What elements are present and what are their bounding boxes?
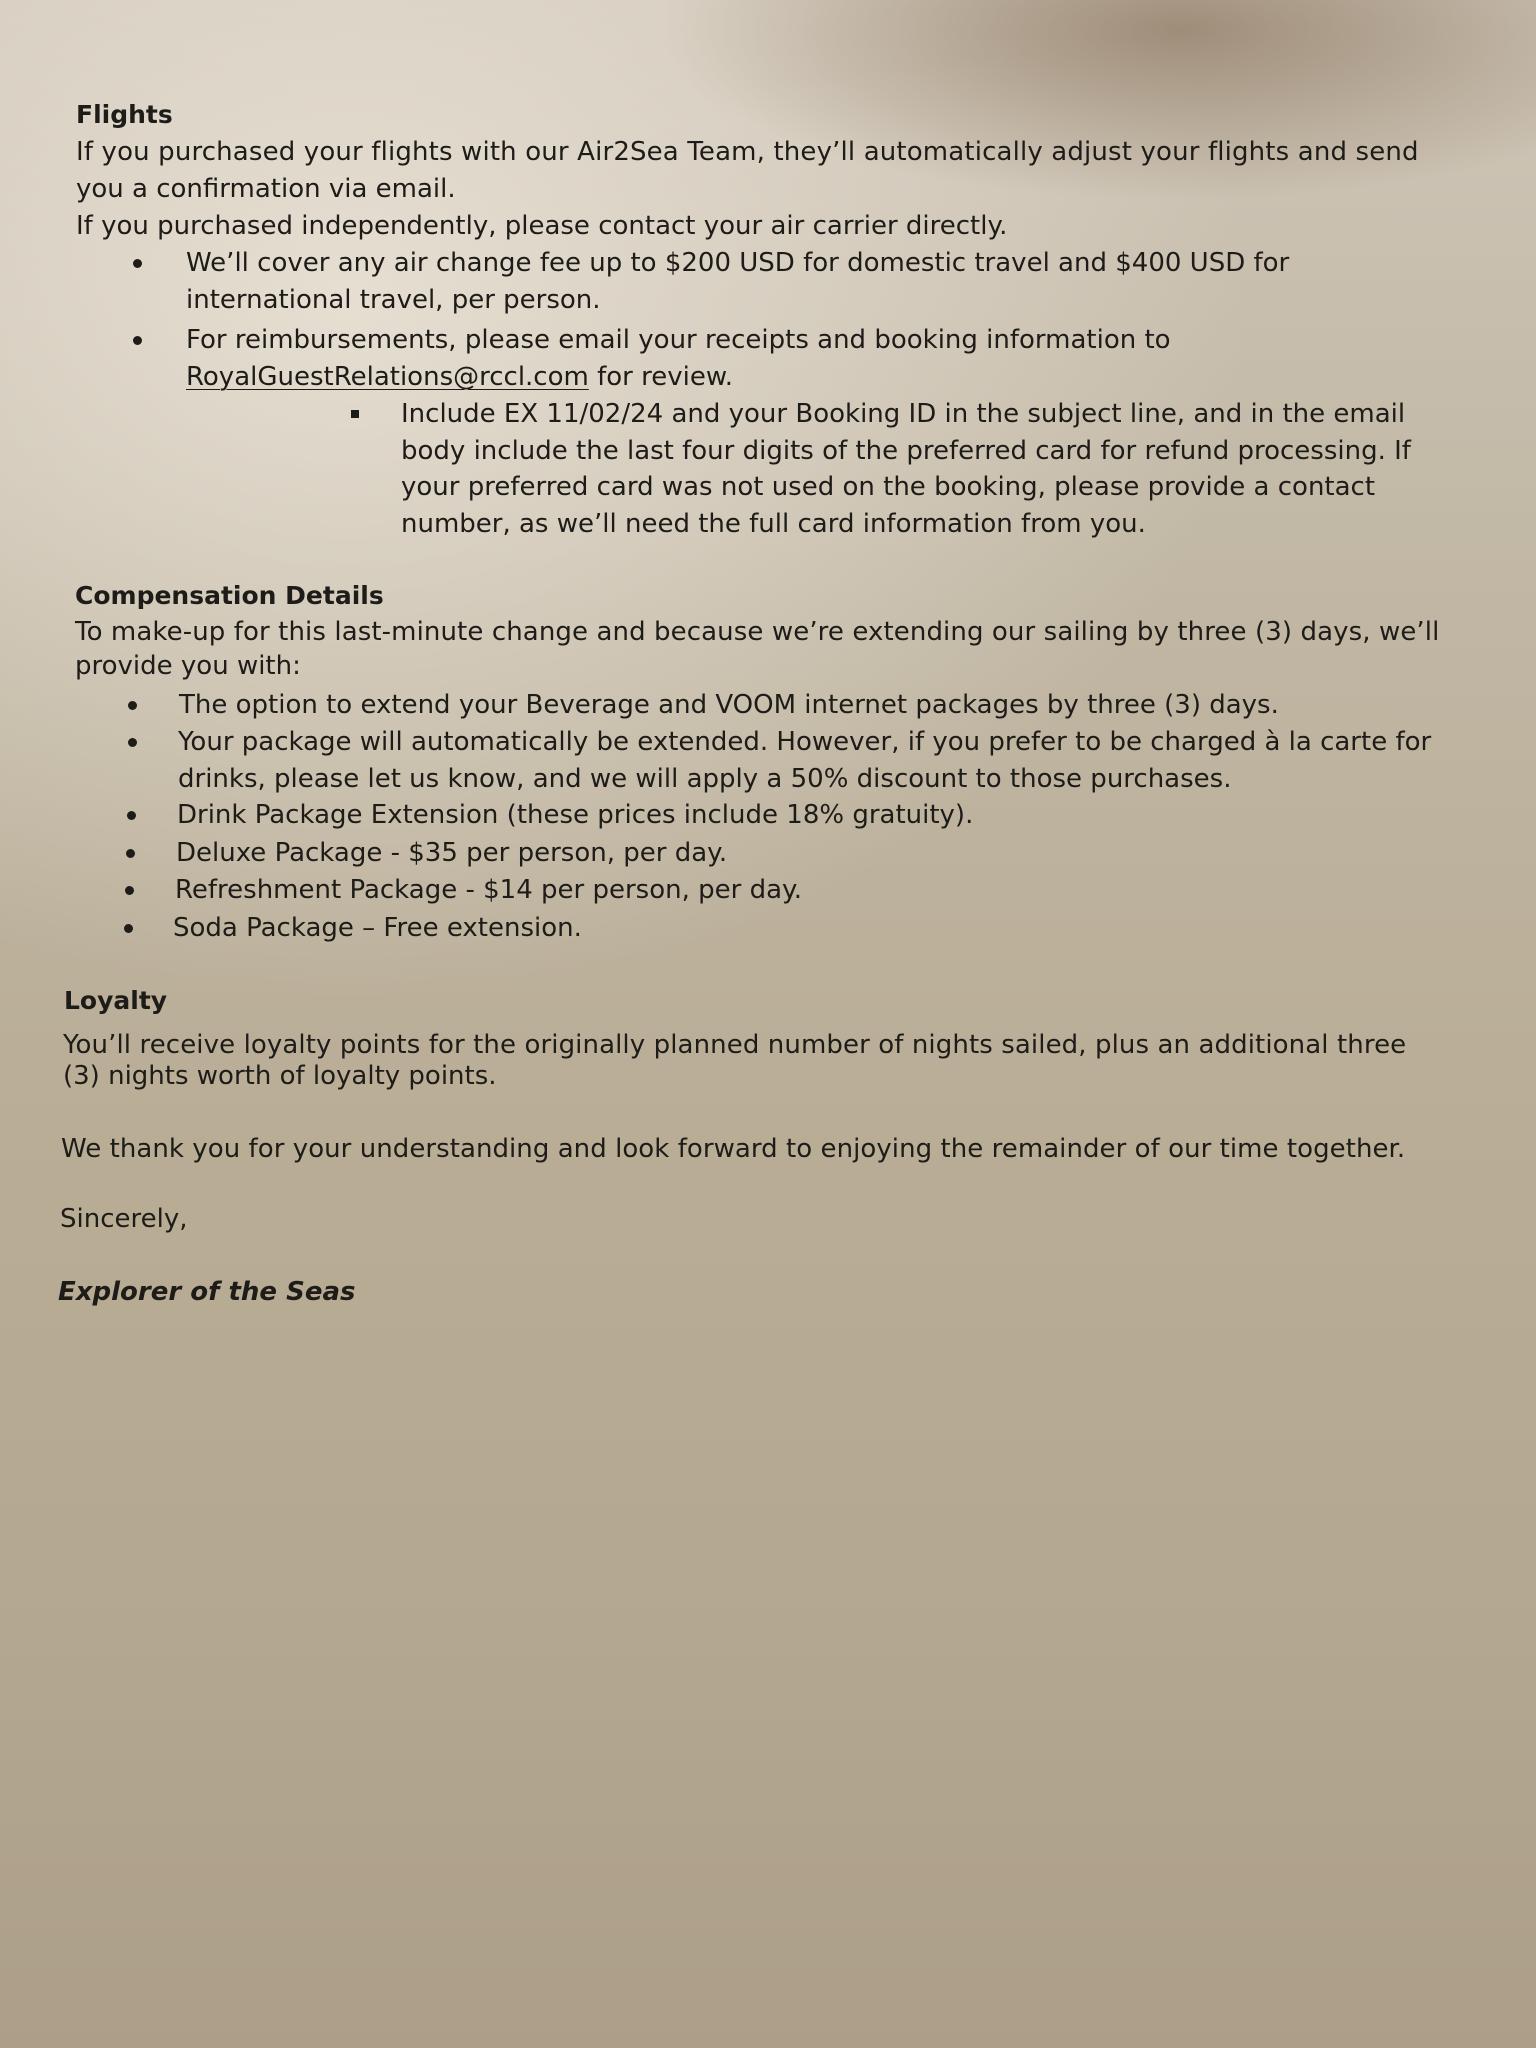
flights-bullet1-line2: international travel, per person. [186, 285, 601, 315]
compensation-item3: Drink Package Extension (these prices include 18% gratuity). [177, 800, 974, 830]
flights-sub-line4: number, as we’ll need the full card information from you. [401, 509, 1146, 539]
bullet-dot [128, 701, 137, 710]
flights-bullet1-line1: We’ll cover any air change fee up to $200 USD for domestic travel and $400 USD for [186, 248, 1290, 278]
loyalty-heading: Loyalty [64, 986, 168, 1015]
flights-intro-line1: If you purchased your flights with our Air2Sea Team, they’ll automatically adjust your flights and send [76, 137, 1419, 167]
compensation-intro-line1: To make-up for this last-minute change and because we’re extending our sailing by three (3) days, we’ll [75, 617, 1440, 647]
bullet-dot [126, 849, 135, 858]
compensation-item1: The option to extend your Beverage and VOOM internet packages by three (3) days. [179, 690, 1279, 720]
loyalty-line2: (3) nights worth of loyalty points. [63, 1061, 497, 1091]
bullet-dot [133, 336, 142, 345]
closing-thanks: We thank you for your understanding and look forward to enjoying the remainder of our time together. [61, 1134, 1406, 1164]
flights-independent-line: If you purchased independently, please contact your air carrier directly. [76, 211, 1008, 241]
flights-heading: Flights [76, 100, 173, 129]
compensation-item4: Deluxe Package - $35 per person, per day. [176, 838, 728, 868]
flights-bullet2-line1: For reimbursements, please email your receipts and booking information to [186, 325, 1171, 355]
flights-sub-line1: Include EX 11/02/24 and your Booking ID in the subject line, and in the email [401, 399, 1406, 429]
bullet-dot [133, 259, 142, 268]
bullet-dot [125, 886, 134, 895]
guest-relations-email-link[interactable]: RoyalGuestRelations@rccl.com [186, 362, 589, 392]
bullet-dot [128, 738, 137, 747]
sub-bullet-square [351, 410, 359, 418]
loyalty-line1: You’ll receive loyalty points for the originally planned number of nights sailed, plus an additional three [63, 1030, 1407, 1060]
flights-bullet2-line2 [186, 359, 733, 396]
bullet-dot [127, 811, 136, 820]
flights-bullet2-suffix: for review. [588, 362, 733, 392]
flights-sub-line2: body include the last four digits of the preferred card for refund processing. If [401, 436, 1411, 466]
compensation-item2-line1: Your package will automatically be extended. However, if you prefer to be charged à la carte for [178, 727, 1432, 757]
compensation-heading: Compensation Details [75, 581, 384, 610]
compensation-item2-line2: drinks, please let us know, and we will apply a 50% discount to those purchases. [178, 764, 1232, 794]
closing-sincerely: Sincerely, [60, 1204, 188, 1234]
compensation-item6: Soda Package – Free extension. [173, 913, 582, 943]
compensation-intro-line2: provide you with: [75, 651, 301, 681]
bullet-dot [124, 924, 133, 933]
compensation-item5: Refreshment Package - $14 per person, per day. [175, 875, 802, 905]
closing-signature: Explorer of the Seas [58, 1277, 356, 1307]
flights-sub-line3: your preferred card was not used on the booking, please provide a contact [401, 472, 1376, 502]
flights-intro-line2: you a confirmation via email. [76, 174, 456, 204]
